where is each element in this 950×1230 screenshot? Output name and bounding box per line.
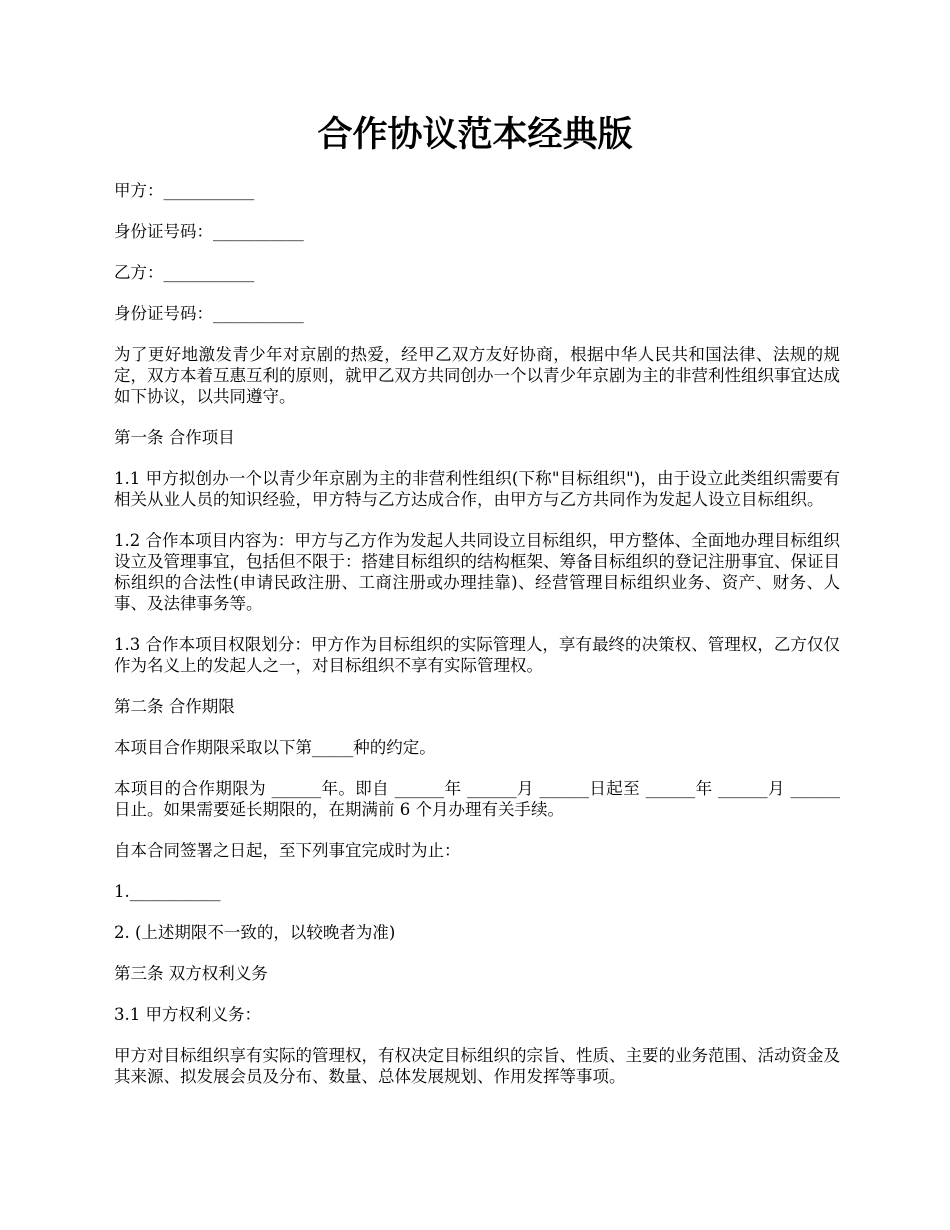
- clause-paragraph: 本项目合作期限采取以下第_____种的约定。: [114, 738, 436, 757]
- list-item: 2. (上述期限不一致的，以较晚者为准): [114, 923, 396, 942]
- party-a-id-line: 身份证号码：___________: [114, 222, 304, 241]
- party-b-id-line: 身份证号码：___________: [114, 304, 304, 323]
- clause-paragraph: 1.3 合作本项目权限划分：甲方作为目标组织的实际管理人，享有最终的决策权、管理权，乙方仅仅作为名义上的发起人之一，对目标组织不享有实际管理权。: [114, 635, 840, 675]
- clause-paragraph: 自本合同签署之日起，至下列事宜完成时为止：: [114, 841, 461, 860]
- preamble-paragraph: 为了更好地激发青少年对京剧的热爱，经甲乙双方友好协商，根据中华人民共和国法律、法规的规定，双方本着互惠互利的原则，就甲乙双方共同创办一个以青少年京剧为主的非营利性组织事宜达成如下协议，以共同遵守。: [114, 345, 840, 406]
- subsection-heading: 3.1 甲方权利义务：: [114, 1005, 261, 1024]
- document-title: 合作协议范本经典版: [317, 115, 633, 155]
- clause-paragraph: 1.1 甲方拟创办一个以青少年京剧为主的非营利性组织(下称"目标组织")，由于设立此类组织需要有相关从业人员的知识经验，甲方特与乙方达成合作，由甲方与乙方共同作为发起人设立目标组织。: [114, 469, 840, 509]
- party-b-line: 乙方：___________: [114, 263, 255, 282]
- section-heading: 第三条 双方权利义务: [114, 964, 268, 983]
- clause-paragraph: 本项目的合作期限为 ______年。即自 ______年 ______月 ______日起至 ______年 ______月 ______日止。如果需要延长期限的，在期满前 6 个月办理有关手续。: [114, 779, 840, 819]
- document-body: [114, 180, 840, 1107]
- section-heading: 第二条 合作期限: [114, 697, 235, 716]
- list-item: 1.___________: [114, 882, 221, 901]
- clause-paragraph: 1.2 合作本项目内容为：甲方与乙方作为发起人共同设立目标组织，甲方整体、全面地办理目标组织设立及管理事宜，包括但不限于：搭建目标组织的结构框架、筹备目标组织的登记注册事宜、保证目标组织的合法性(申请民政注册、工商注册或办理挂靠)、经营管理目标组织业务、资产、财务、人事、及法律事务等。: [114, 531, 840, 613]
- clause-paragraph: 甲方对目标组织享有实际的管理权，有权决定目标组织的宗旨、性质、主要的业务范围、活动资金及其来源、拟发展会员及分布、数量、总体发展规划、作用发挥等事项。: [114, 1046, 840, 1086]
- section-heading: 第一条 合作项目: [114, 428, 235, 447]
- party-a-line: 甲方：___________: [114, 181, 255, 200]
